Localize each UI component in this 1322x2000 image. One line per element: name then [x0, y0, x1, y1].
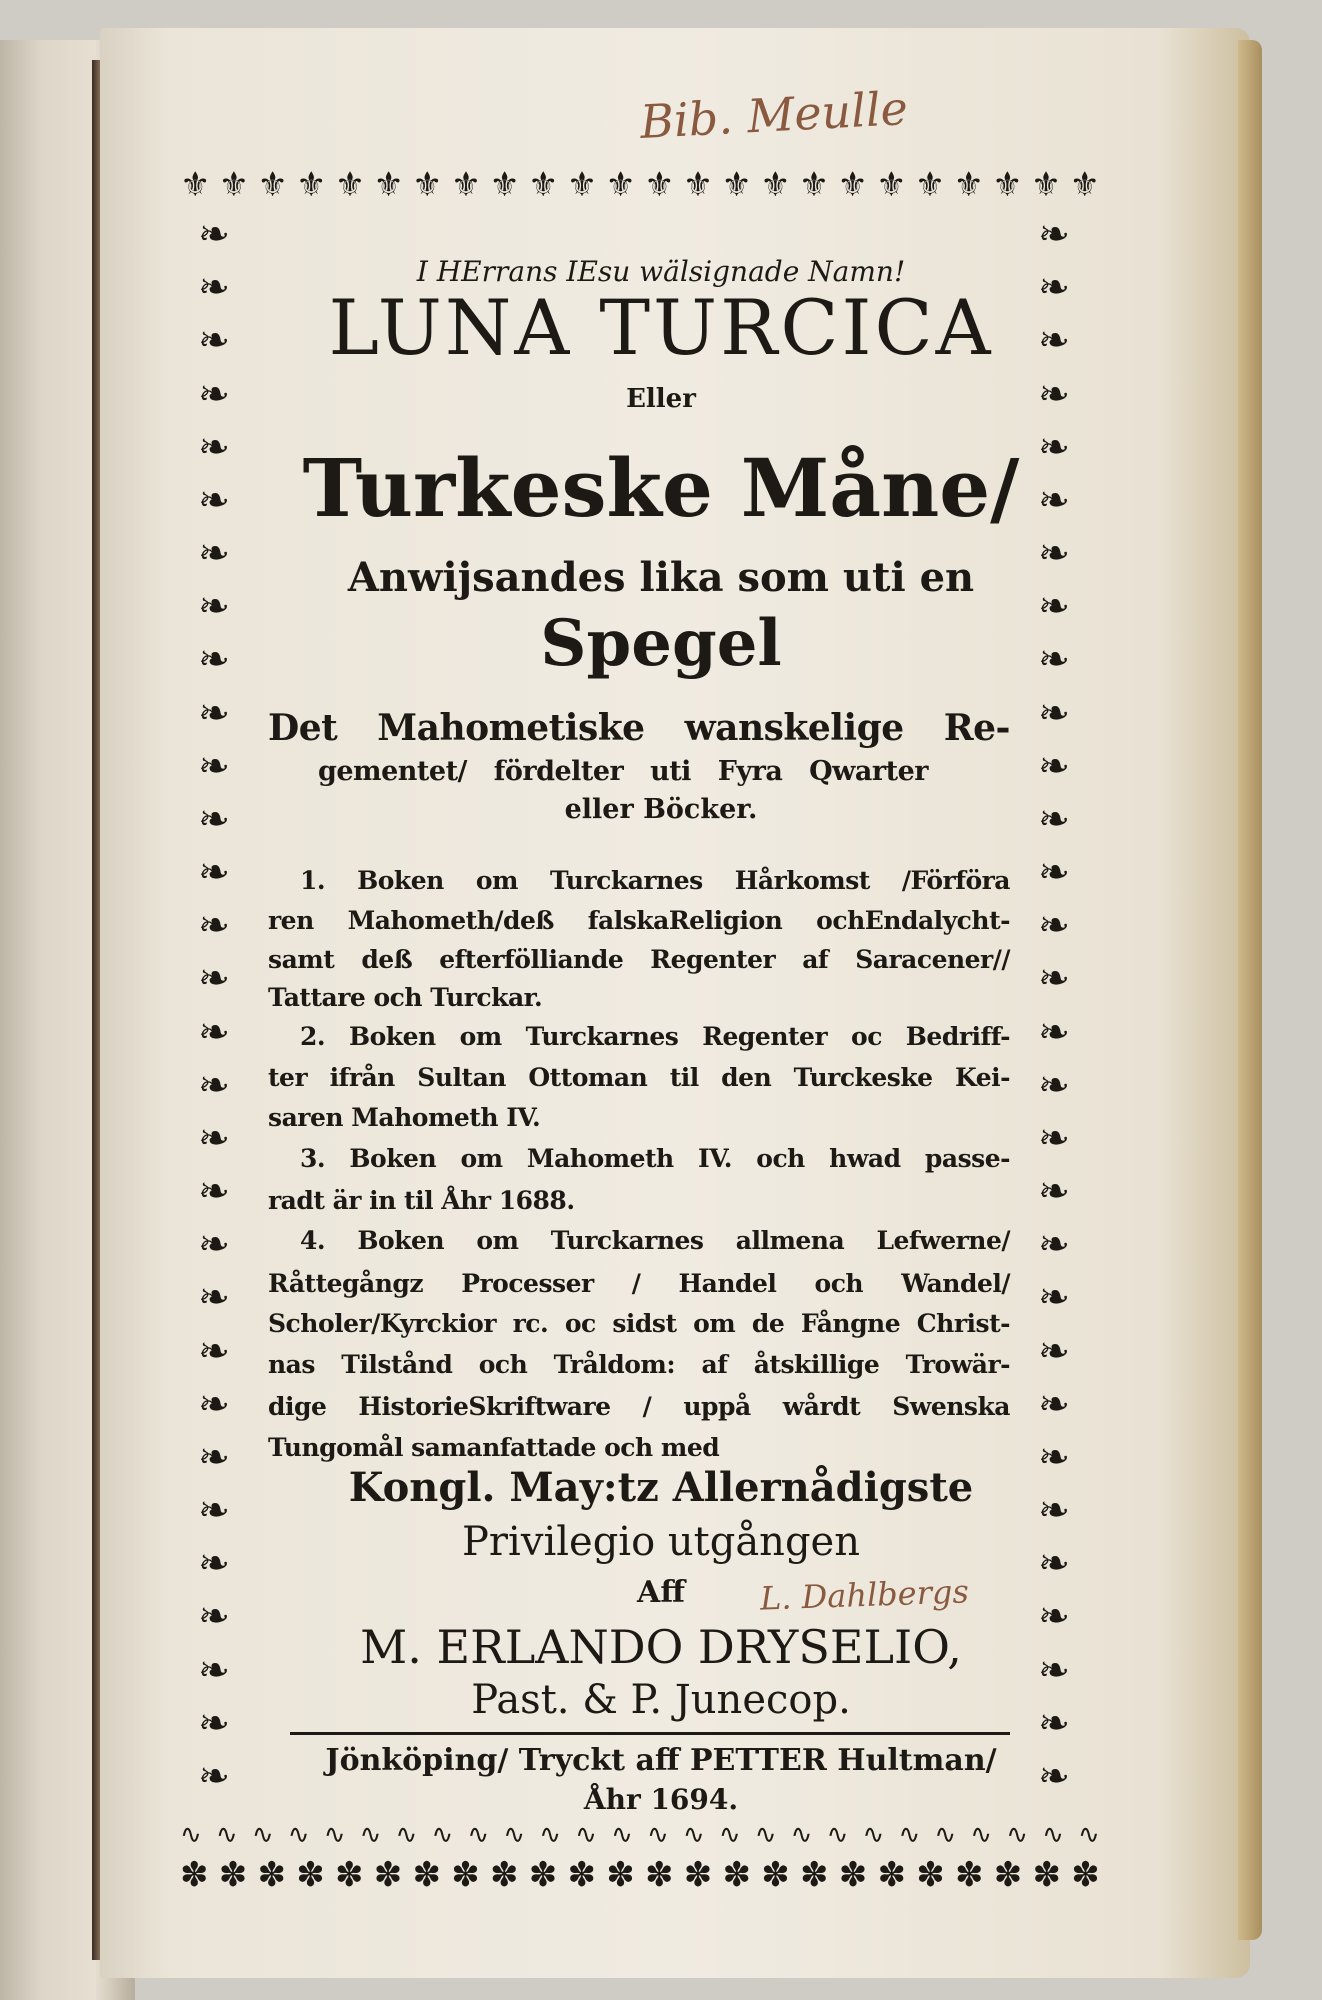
ornament-icon: ⚜ [721, 165, 752, 205]
ornament-icon: ⚜ [798, 165, 830, 205]
ornament-icon: ❧ [198, 318, 230, 363]
ornament-icon: ✽ [296, 1855, 325, 1895]
signature: L. Dahlbergs [759, 1572, 970, 1618]
eller-label: Eller [626, 384, 696, 414]
ornament-icon: ✽ [373, 1855, 403, 1895]
ornament-icon: ❧ [1038, 1222, 1070, 1267]
imprint-row [0, 1743, 1322, 1778]
ornament-icon: ⚜ [296, 165, 327, 205]
anwijsandes-line: Anwijsandes lika som uti en [347, 554, 975, 601]
ornament-icon: ✽ [722, 1855, 751, 1895]
ornament-icon: ✽ [567, 1855, 596, 1895]
ornament-icon: ❧ [1038, 584, 1070, 629]
ornament-icon: ⚜ [489, 165, 520, 205]
ornament-icon: ∿ [1042, 1820, 1064, 1850]
ornament-icon: ❧ [198, 371, 230, 416]
ornament-icon: ❧ [1038, 956, 1070, 1001]
ornament-icon: ∿ [934, 1820, 957, 1850]
ornament-icon: ⚜ [760, 165, 791, 205]
ornament-icon: ∿ [287, 1820, 310, 1850]
ornament-icon: ⚜ [566, 165, 598, 205]
contents-line: Tattare och Turckar. [268, 983, 543, 1012]
ornament-icon: ❧ [1038, 1434, 1070, 1479]
ornament-icon: ✽ [761, 1855, 790, 1895]
contents-line: samt deß efterfölliande Regenter af Saracener// [268, 945, 1010, 974]
contents-line: 4. Boken om Turckarnes allmena Lefwerne/ [300, 1226, 1010, 1255]
ornament-icon: ❧ [198, 1753, 230, 1798]
ornament-icon: ❧ [198, 690, 230, 735]
privilege-row-1 [0, 1464, 1322, 1511]
ornament-icon: ❧ [198, 212, 230, 256]
ornament-icon: ∿ [826, 1820, 849, 1850]
ornament-icon: ✽ [645, 1855, 674, 1895]
ornament-icon: ∿ [180, 1820, 202, 1850]
privilege-row-2 [0, 1519, 1322, 1565]
ornament-icon: ❧ [198, 1328, 230, 1373]
ornament-icon: ⚜ [334, 165, 366, 205]
ornament-icon: ✽ [528, 1855, 558, 1895]
ornament-icon: ⚜ [373, 165, 404, 205]
ornament-icon: ❧ [1038, 850, 1070, 895]
ornament-icon: ✽ [993, 1855, 1023, 1895]
ornament-icon: ∿ [215, 1820, 238, 1850]
ornament-border-top [180, 165, 1100, 205]
subtitle-line [0, 441, 1322, 535]
contents-line: 3. Boken om Mahometh IV. och hwad passe- [300, 1144, 1010, 1173]
contents-line: 2. Boken om Turckarnes Regenter oc Bedriff- [300, 1022, 1010, 1051]
ornament-icon: ✽ [606, 1855, 635, 1895]
ornament-icon: ⚜ [412, 165, 443, 205]
ornament-icon: ∿ [431, 1820, 454, 1850]
ornament-icon: ✽ [257, 1855, 286, 1895]
ornament-icon: ✽ [412, 1855, 441, 1895]
ornament-icon: ❧ [198, 850, 230, 895]
year: Åhr 1694. [583, 1783, 739, 1816]
privilege-line-2: Privilegio utgången [462, 1519, 860, 1565]
ornament-icon: ❧ [198, 1062, 230, 1107]
ornament-icon: ❧ [1038, 1009, 1070, 1054]
invocation: I HErrans IEsu wälsignade Namn! [416, 255, 906, 288]
ornament-icon: ✽ [490, 1855, 519, 1895]
ornament-icon: ∿ [970, 1820, 993, 1850]
ornament-icon: ✽ [451, 1855, 480, 1895]
ornament-icon: ✽ [335, 1855, 364, 1895]
ornament-icon: ∿ [898, 1820, 921, 1850]
description-line: Det Mahometiske wanskelige Re- [268, 707, 1010, 749]
contents-line: nas Tilstånd och Tråldom: af åtskillige Trowär- [268, 1350, 1010, 1379]
ornament-icon: ❧ [198, 477, 230, 522]
ornament-icon: ⚜ [218, 165, 250, 205]
ornament-icon: ∿ [754, 1820, 777, 1850]
ornament-icon: ⚜ [1030, 165, 1062, 205]
ornament-icon: ✽ [955, 1855, 984, 1895]
ornament-icon: ❧ [1038, 1541, 1070, 1586]
privilege-line-1: Kongl. May:tz Allernådigste [348, 1464, 974, 1511]
ornament-border-bottom-stars [180, 1855, 1100, 1895]
ornament-icon: ❧ [198, 796, 230, 841]
ornament-icon: ❧ [198, 1115, 230, 1160]
ornament-icon: ✽ [1032, 1855, 1061, 1895]
ornament-icon: ❧ [198, 1381, 230, 1426]
ornament-icon: ❧ [198, 1594, 230, 1639]
ornament-icon: ⚜ [644, 165, 675, 205]
description-line: gementet/ fördelter uti Fyra Qwarter [318, 756, 928, 787]
ornament-icon: ∿ [1006, 1820, 1028, 1850]
ornament-icon: ❧ [1038, 1381, 1070, 1426]
contents-line: ter ifrån Sultan Ottoman til den Turckeske Kei- [268, 1063, 1010, 1092]
ornament-icon: ⚜ [914, 165, 946, 205]
ornament-icon: ∿ [611, 1820, 633, 1850]
ornament-icon: ∿ [575, 1820, 597, 1850]
ornament-icon: ⚜ [1069, 165, 1100, 205]
ornament-icon: ∿ [395, 1820, 418, 1850]
ornament-icon: ❧ [198, 1700, 230, 1745]
ornament-icon: ❧ [1038, 1647, 1070, 1692]
ornament-icon: ❧ [1038, 1700, 1070, 1745]
ornament-icon: ❧ [198, 637, 230, 682]
ornament-icon: ❧ [1038, 1062, 1070, 1107]
author-title: Past. & P. Junecop. [471, 1677, 851, 1723]
contents-line: ren Mahometh/deß falskaReligion ochEndalycht- [268, 906, 1010, 935]
eller-line [0, 386, 1322, 412]
ornament-icon: ⚜ [876, 165, 907, 205]
title-line [0, 283, 1322, 372]
invocation-line [0, 255, 1322, 288]
ornament-icon: ✽ [683, 1855, 713, 1895]
imprint: Jönköping/ Tryckt aff PETTER Hultman/ [325, 1743, 997, 1778]
ornament-icon: ∿ [503, 1820, 526, 1850]
ornament-icon: ∿ [682, 1820, 705, 1850]
ornament-icon: ⚜ [450, 165, 482, 205]
ornament-icon: ✽ [800, 1855, 829, 1895]
ornament-icon: ⚜ [257, 165, 288, 205]
ornament-icon: ❧ [198, 1009, 230, 1054]
ornament-icon: ❧ [198, 1647, 230, 1692]
ornament-icon: ✽ [877, 1855, 906, 1895]
top-inscription: Bib. Meulle [638, 81, 910, 149]
ornament-icon: ✽ [218, 1855, 248, 1895]
aff-row [0, 1575, 1322, 1610]
ornament-icon: ❧ [198, 531, 230, 576]
ornament-icon: ❧ [198, 584, 230, 629]
contents-line: saren Mahometh IV. [268, 1103, 541, 1132]
ornament-icon: ❧ [1038, 1753, 1070, 1798]
ornament-icon: ❧ [1038, 690, 1070, 735]
ornament-icon: ❧ [1038, 477, 1070, 522]
contents-line: radt är in til Åhr 1688. [268, 1186, 575, 1215]
ornament-icon: ❧ [198, 743, 230, 788]
ornament-icon: ❧ [1038, 1328, 1070, 1373]
ornament-icon: ❧ [1038, 743, 1070, 788]
subtitle: Turkeske Måne/ [302, 441, 1020, 535]
anwijsandes-row [0, 554, 1322, 601]
description-row [0, 796, 1322, 823]
ornament-icon: ✽ [916, 1855, 945, 1895]
ornament-icon: ⚜ [605, 165, 636, 205]
aff-label: Aff [637, 1575, 685, 1610]
ornament-icon: ❧ [1038, 1115, 1070, 1160]
spegel-row [0, 606, 1322, 682]
ornament-icon: ∿ [1078, 1820, 1100, 1850]
description-line: eller Böcker. [564, 794, 758, 825]
ornament-icon: ❧ [1038, 903, 1070, 948]
ornament-icon: ∿ [251, 1820, 274, 1850]
ornament-icon: ❧ [198, 1541, 230, 1586]
contents-line: dige HistorieSkriftware / uppå wårdt Swenska [268, 1392, 1010, 1421]
author-title-row [0, 1677, 1322, 1723]
ornament-icon: ❧ [198, 1222, 230, 1267]
ornament-icon: ∿ [359, 1820, 382, 1850]
ornament-icon: ⚜ [180, 165, 211, 205]
ornament-icon: ❧ [198, 1275, 230, 1320]
contents-line: Råttegångz Processer / Handel och Wandel/ [268, 1269, 1010, 1298]
title: LUNA TURCICA [328, 283, 994, 372]
ornament-icon: ❧ [1038, 1594, 1070, 1639]
year-row [0, 1783, 1322, 1816]
ornament-icon: ❧ [198, 1488, 230, 1533]
ornament-icon: ∿ [646, 1820, 669, 1850]
ornament-icon: ⚜ [992, 165, 1023, 205]
ornament-icon: ∿ [862, 1820, 885, 1850]
ornament-icon: ∿ [718, 1820, 741, 1850]
ornament-icon: ∿ [323, 1820, 346, 1850]
ornament-icon: ⚜ [953, 165, 984, 205]
spegel-heading: Spegel [540, 606, 782, 681]
author-row [0, 1620, 1322, 1674]
ornament-icon: ✽ [838, 1855, 868, 1895]
ornament-icon: ❧ [1038, 318, 1070, 363]
divider-rule [290, 1732, 1010, 1735]
ornament-icon: ❧ [1038, 1488, 1070, 1533]
ornament-icon: ∿ [467, 1820, 490, 1850]
ornament-icon: ⚜ [682, 165, 714, 205]
ornament-border-bottom-scroll [180, 1822, 1100, 1848]
ornament-icon: ❧ [1038, 531, 1070, 576]
ornament-icon: ❧ [198, 1169, 230, 1214]
ornament-icon: ✽ [1071, 1855, 1100, 1895]
ornament-icon: ❧ [198, 1434, 230, 1479]
ornament-icon: ⚜ [528, 165, 559, 205]
ornament-icon: ❧ [198, 424, 230, 469]
ornament-icon: ✽ [180, 1855, 209, 1895]
ornament-icon: ❧ [1038, 1169, 1070, 1214]
ornament-icon: ❧ [1038, 796, 1070, 841]
ornament-icon: ⚜ [837, 165, 868, 205]
ornament-icon: ❧ [1038, 265, 1070, 310]
ornament-icon: ❧ [1038, 212, 1070, 256]
ornament-icon: ❧ [1038, 424, 1070, 469]
contents-line: 1. Boken om Turckarnes Hårkomst /Förföra [300, 866, 1010, 895]
ornament-icon: ❧ [198, 265, 230, 310]
ornament-icon: ∿ [539, 1820, 562, 1850]
contents-line: Scholer/Kyrckior rc. oc sidst om de Fångne Christ- [268, 1309, 1010, 1338]
contents-line: Tungomål samanfattade och med [268, 1433, 720, 1462]
author: M. ERLANDO DRYSELIO, [360, 1620, 962, 1674]
ornament-icon: ❧ [1038, 1275, 1070, 1320]
ornament-icon: ❧ [198, 903, 230, 948]
ornament-icon: ❧ [1038, 637, 1070, 682]
ornament-icon: ❧ [1038, 371, 1070, 416]
ornament-icon: ❧ [198, 956, 230, 1001]
ornament-icon: ∿ [790, 1820, 813, 1850]
